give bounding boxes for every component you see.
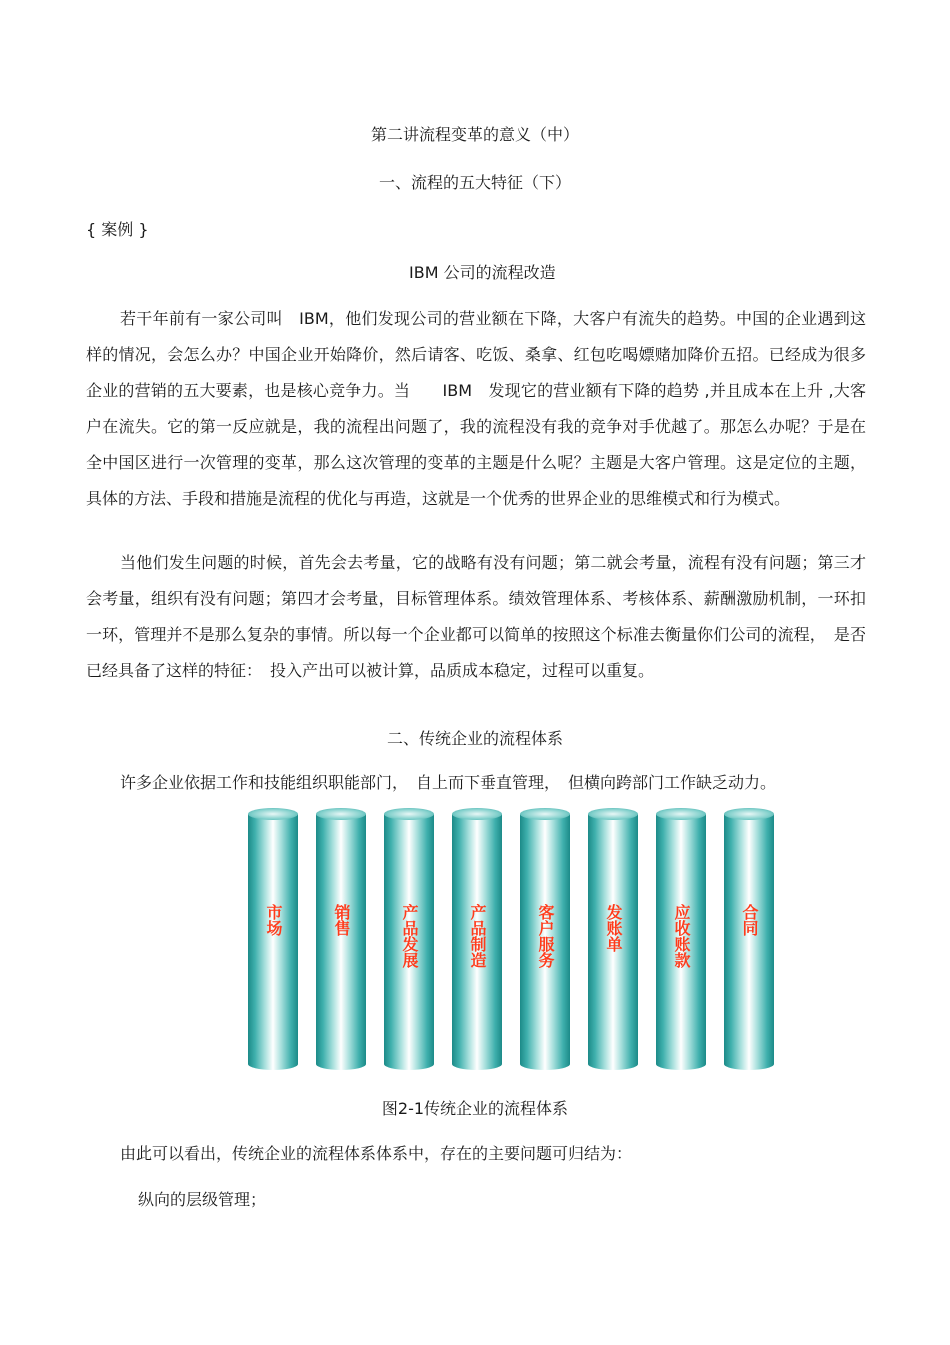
document-title: 第二讲流程变革的意义（中）	[370, 125, 579, 144]
pillar-label: 产品制造	[468, 904, 487, 968]
figure-caption: 图2-1传统企业的流程体系	[381, 1099, 569, 1118]
pillar-label: 应收账款	[672, 904, 691, 968]
pillar-customer-service	[520, 808, 570, 1072]
pillar-product-manufacturing	[452, 808, 502, 1072]
paragraph-problems-intro: 由此可以看出，传统企业的流程体系体系中，存在的主要问题可归结为：	[120, 1144, 633, 1163]
paragraph-management-steps: 当他们发生问题的时候，首先会去考量，它的战略有没有问题；第二就会考量，流程有没有问题；第三才会考量，组织有没有问题；第四才会考量，目标管理体系。绩效管理体系、考核体系、薪酬激励机制，一环扣一环，管理并不是那么复杂的事情。所以每一个企业都可以简单的按照这个标准去衡量你们公司的流程， 是否已经具备了这样的特征： 投入产出可以被计算，品质成本稳定，过程可以重复。	[86, 553, 866, 680]
pillar-product-development	[384, 808, 434, 1072]
pillar-market	[248, 808, 298, 1072]
pillar-label: 发账单	[604, 904, 623, 952]
process-pillars-figure	[248, 808, 778, 1072]
pillar-contract	[724, 808, 774, 1072]
section-heading-1: 一、流程的五大特征（下）	[378, 173, 571, 192]
paragraph-vertical-management: 纵向的层级管理；	[138, 1190, 267, 1209]
case-title: IBM 公司的流程改造	[409, 263, 556, 282]
paragraph-functional-departments: 许多企业依据工作和技能组织职能部门， 自上而下垂直管理， 但横向跨部门工作缺乏动力。	[120, 773, 777, 792]
pillar-label: 销售	[332, 904, 351, 936]
paragraph-ibm-case: 若干年前有一家公司叫 IBM，他们发现公司的营业额在下降，大客户有流失的趋势。中国的企业遇到这样的情况，会怎么办？中国企业开始降价，然后请客、吃饭、桑拿、红包吃喝嫖赌加降价五招。已经成为很多企业的营销的五大要素，也是核心竞争力。当 IBM 发现它的营业额有下降的趋势 ,并且成本在上升 ,大客户在流失。它的第一反应就是，我的流程出问题了，我的流程没有我的竞争对手优越了。那怎么办呢？于是在全中国区进行一次管理的变革，那么这次管理的变革的主题是什么呢？主题是大客户管理。这是定位的主题，具体的方法、手段和措施是流程的优化与再造，这就是一个优秀的世界企业的思维模式和行为模式。	[86, 309, 866, 508]
pillar-label: 合同	[740, 904, 759, 936]
pillar-label: 产品发展	[400, 904, 419, 968]
pillar-accounts-receivable	[656, 808, 706, 1072]
case-tag: { 案例 }	[86, 220, 149, 239]
pillar-sales	[316, 808, 366, 1072]
section-heading-2: 二、传统企业的流程体系	[386, 729, 563, 748]
pillar-label: 客户服务	[536, 904, 555, 968]
pillar-billing	[588, 808, 638, 1072]
pillar-label: 市场	[264, 904, 283, 936]
